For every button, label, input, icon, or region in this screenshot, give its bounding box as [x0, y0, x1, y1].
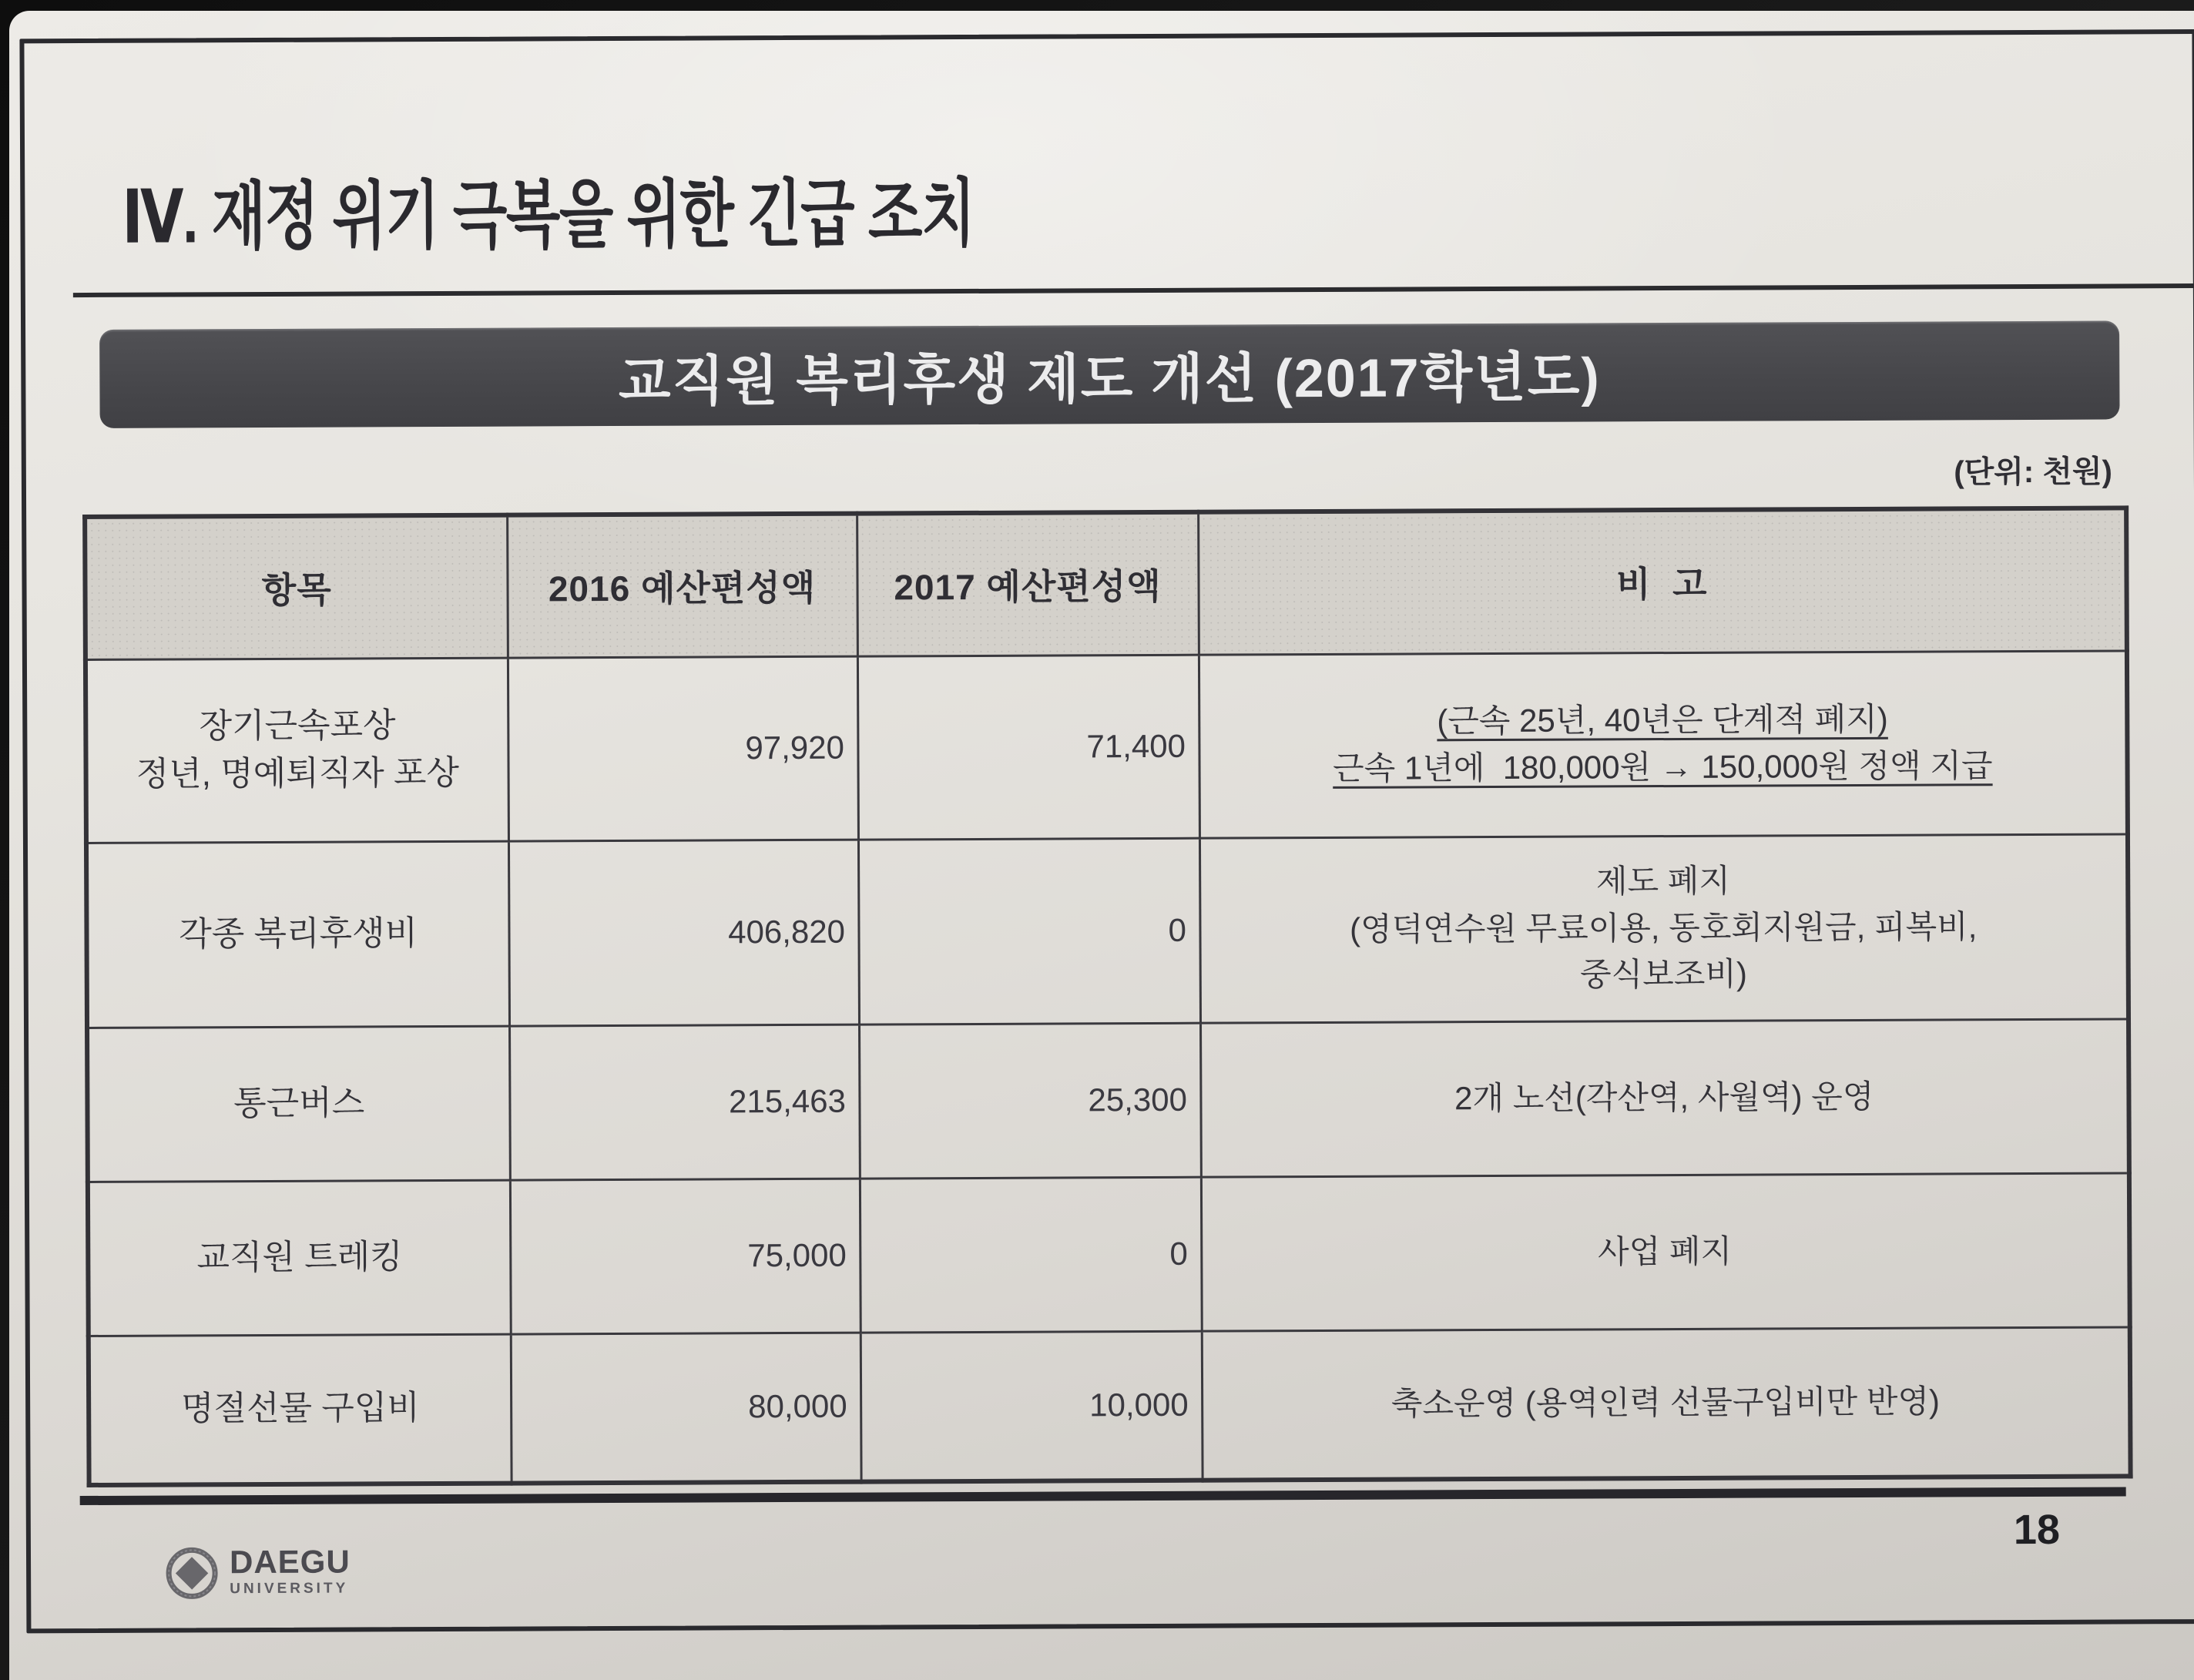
- budget-2017-cell: 0: [860, 1177, 1202, 1333]
- budget-2017-cell: 71,400: [857, 655, 1199, 840]
- table-row: [86, 650, 2128, 843]
- remark-cell: (근속 25년, 40년은 단계적 폐지) 근속 1년에 180,000원 → 150,000원 정액 지급: [1199, 650, 2128, 837]
- remark-cell: 축소운영 (용역인력 선물구입비만 반영): [1202, 1326, 2131, 1480]
- item-cell: 명절선물 구입비: [89, 1334, 512, 1485]
- slide-content: [5, 6, 2194, 1680]
- header-budget-2017: 2017 예산편성액: [857, 512, 1199, 656]
- item-cell: 각종 복리후생비: [86, 841, 509, 1028]
- page-number: 18: [2013, 1506, 2061, 1554]
- table-row: [88, 1172, 2130, 1336]
- budget-2016-cell: 80,000: [511, 1333, 861, 1484]
- slide-paper: [9, 11, 2194, 1680]
- university-emblem-icon: [165, 1546, 219, 1604]
- item-cell: 장기근속포상 정년, 명예퇴직자 포상: [86, 658, 508, 843]
- item-cell: 통근버스: [87, 1026, 510, 1182]
- logo-subtitle: UNIVERSITY: [230, 1580, 349, 1598]
- budget-2016-cell: 75,000: [510, 1179, 860, 1334]
- remark-cell: 사업 폐지: [1201, 1172, 2130, 1330]
- header-remarks: 비 고: [1198, 508, 2127, 654]
- budget-2017-cell: 0: [858, 838, 1200, 1024]
- budget-2016-cell: 406,820: [508, 840, 859, 1026]
- header-item: 항목: [85, 515, 508, 659]
- header-budget-2016: 2016 예산편성액: [507, 514, 857, 658]
- banner-title: 교직원 복리후생 제도 개선 (2017학년도): [618, 346, 1601, 411]
- budget-2017-cell: 10,000: [860, 1331, 1203, 1482]
- budget-2016-cell: 97,920: [508, 656, 858, 841]
- section-title: Ⅳ. 재정 위기 극복을 위한 긴급 조치: [122, 172, 975, 259]
- table-header-row: [85, 508, 2127, 659]
- logo-name: DAEGU: [229, 1543, 351, 1581]
- table-row: [87, 1018, 2129, 1182]
- remark-cell: 제도 폐지 (영덕연수원 무료이용, 동호회지원금, 피복비, 중식보조비): [1199, 833, 2129, 1022]
- budget-table: [82, 505, 2132, 1487]
- unit-note: (단위: 천원): [1954, 454, 2112, 490]
- remark-cell: 2개 노선(각산역, 사월역) 운영: [1200, 1018, 2129, 1176]
- table-row: [86, 833, 2129, 1028]
- university-logo: [165, 1543, 351, 1605]
- table-row: [89, 1326, 2131, 1485]
- budget-2017-cell: 25,300: [859, 1023, 1201, 1179]
- budget-2016-cell: 215,463: [509, 1024, 860, 1180]
- banner: [99, 320, 2120, 428]
- item-cell: 교직원 트레킹: [88, 1180, 511, 1336]
